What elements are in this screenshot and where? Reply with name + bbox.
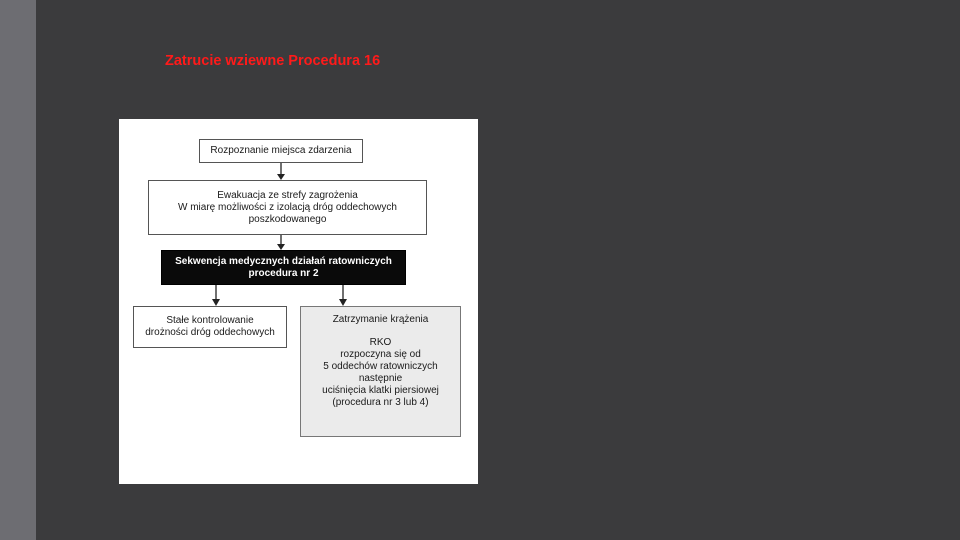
box-arrest-title: Zatrzymanie krążenia [332, 314, 429, 325]
box-arrest-line-5: uciśnięcia klatki piersiowej [322, 385, 439, 396]
box-arrest-line-2: rozpoczyna się od [340, 349, 421, 360]
flowchart [119, 119, 478, 484]
box-arrest-line-4: następnie [358, 373, 403, 384]
box-arrest-line-1: RKO [369, 337, 392, 348]
slide-title: Zatrucie wziewne Procedura 16 [165, 53, 381, 69]
box-medical-sequence [161, 250, 406, 285]
box-evacuation-line-1: Ewakuacja ze strefy zagrożenia [217, 189, 358, 201]
box-identify-scene [199, 139, 363, 163]
box-cardiac-arrest [300, 306, 461, 437]
box-airway-line-2: drożności dróg oddechowych [145, 327, 275, 338]
box-airway-line-1: Stałe kontrolowanie [166, 315, 254, 326]
box-evacuation-line-2: W miarę możliwości z izolacją dróg oddechowych [178, 201, 397, 213]
arrowhead-3 [212, 299, 220, 306]
box-evacuation [148, 180, 427, 235]
box-sequence-line-2: procedura nr 2 [248, 267, 319, 279]
arrowhead-4 [339, 299, 347, 306]
box-airway-control [133, 306, 287, 348]
box-sequence-line-1: Sekwencja medycznych działań ratowniczych [175, 255, 392, 267]
slide-left-bar [0, 0, 36, 540]
box-identify-text: Rozpoznanie miejsca zdarzenia [210, 145, 352, 156]
box-arrest-line-3: 5 oddechów ratowniczych [323, 361, 438, 372]
box-evacuation-line-3: poszkodowanego [248, 213, 327, 225]
box-arrest-line-6: (procedura nr 3 lub 4) [332, 397, 429, 408]
